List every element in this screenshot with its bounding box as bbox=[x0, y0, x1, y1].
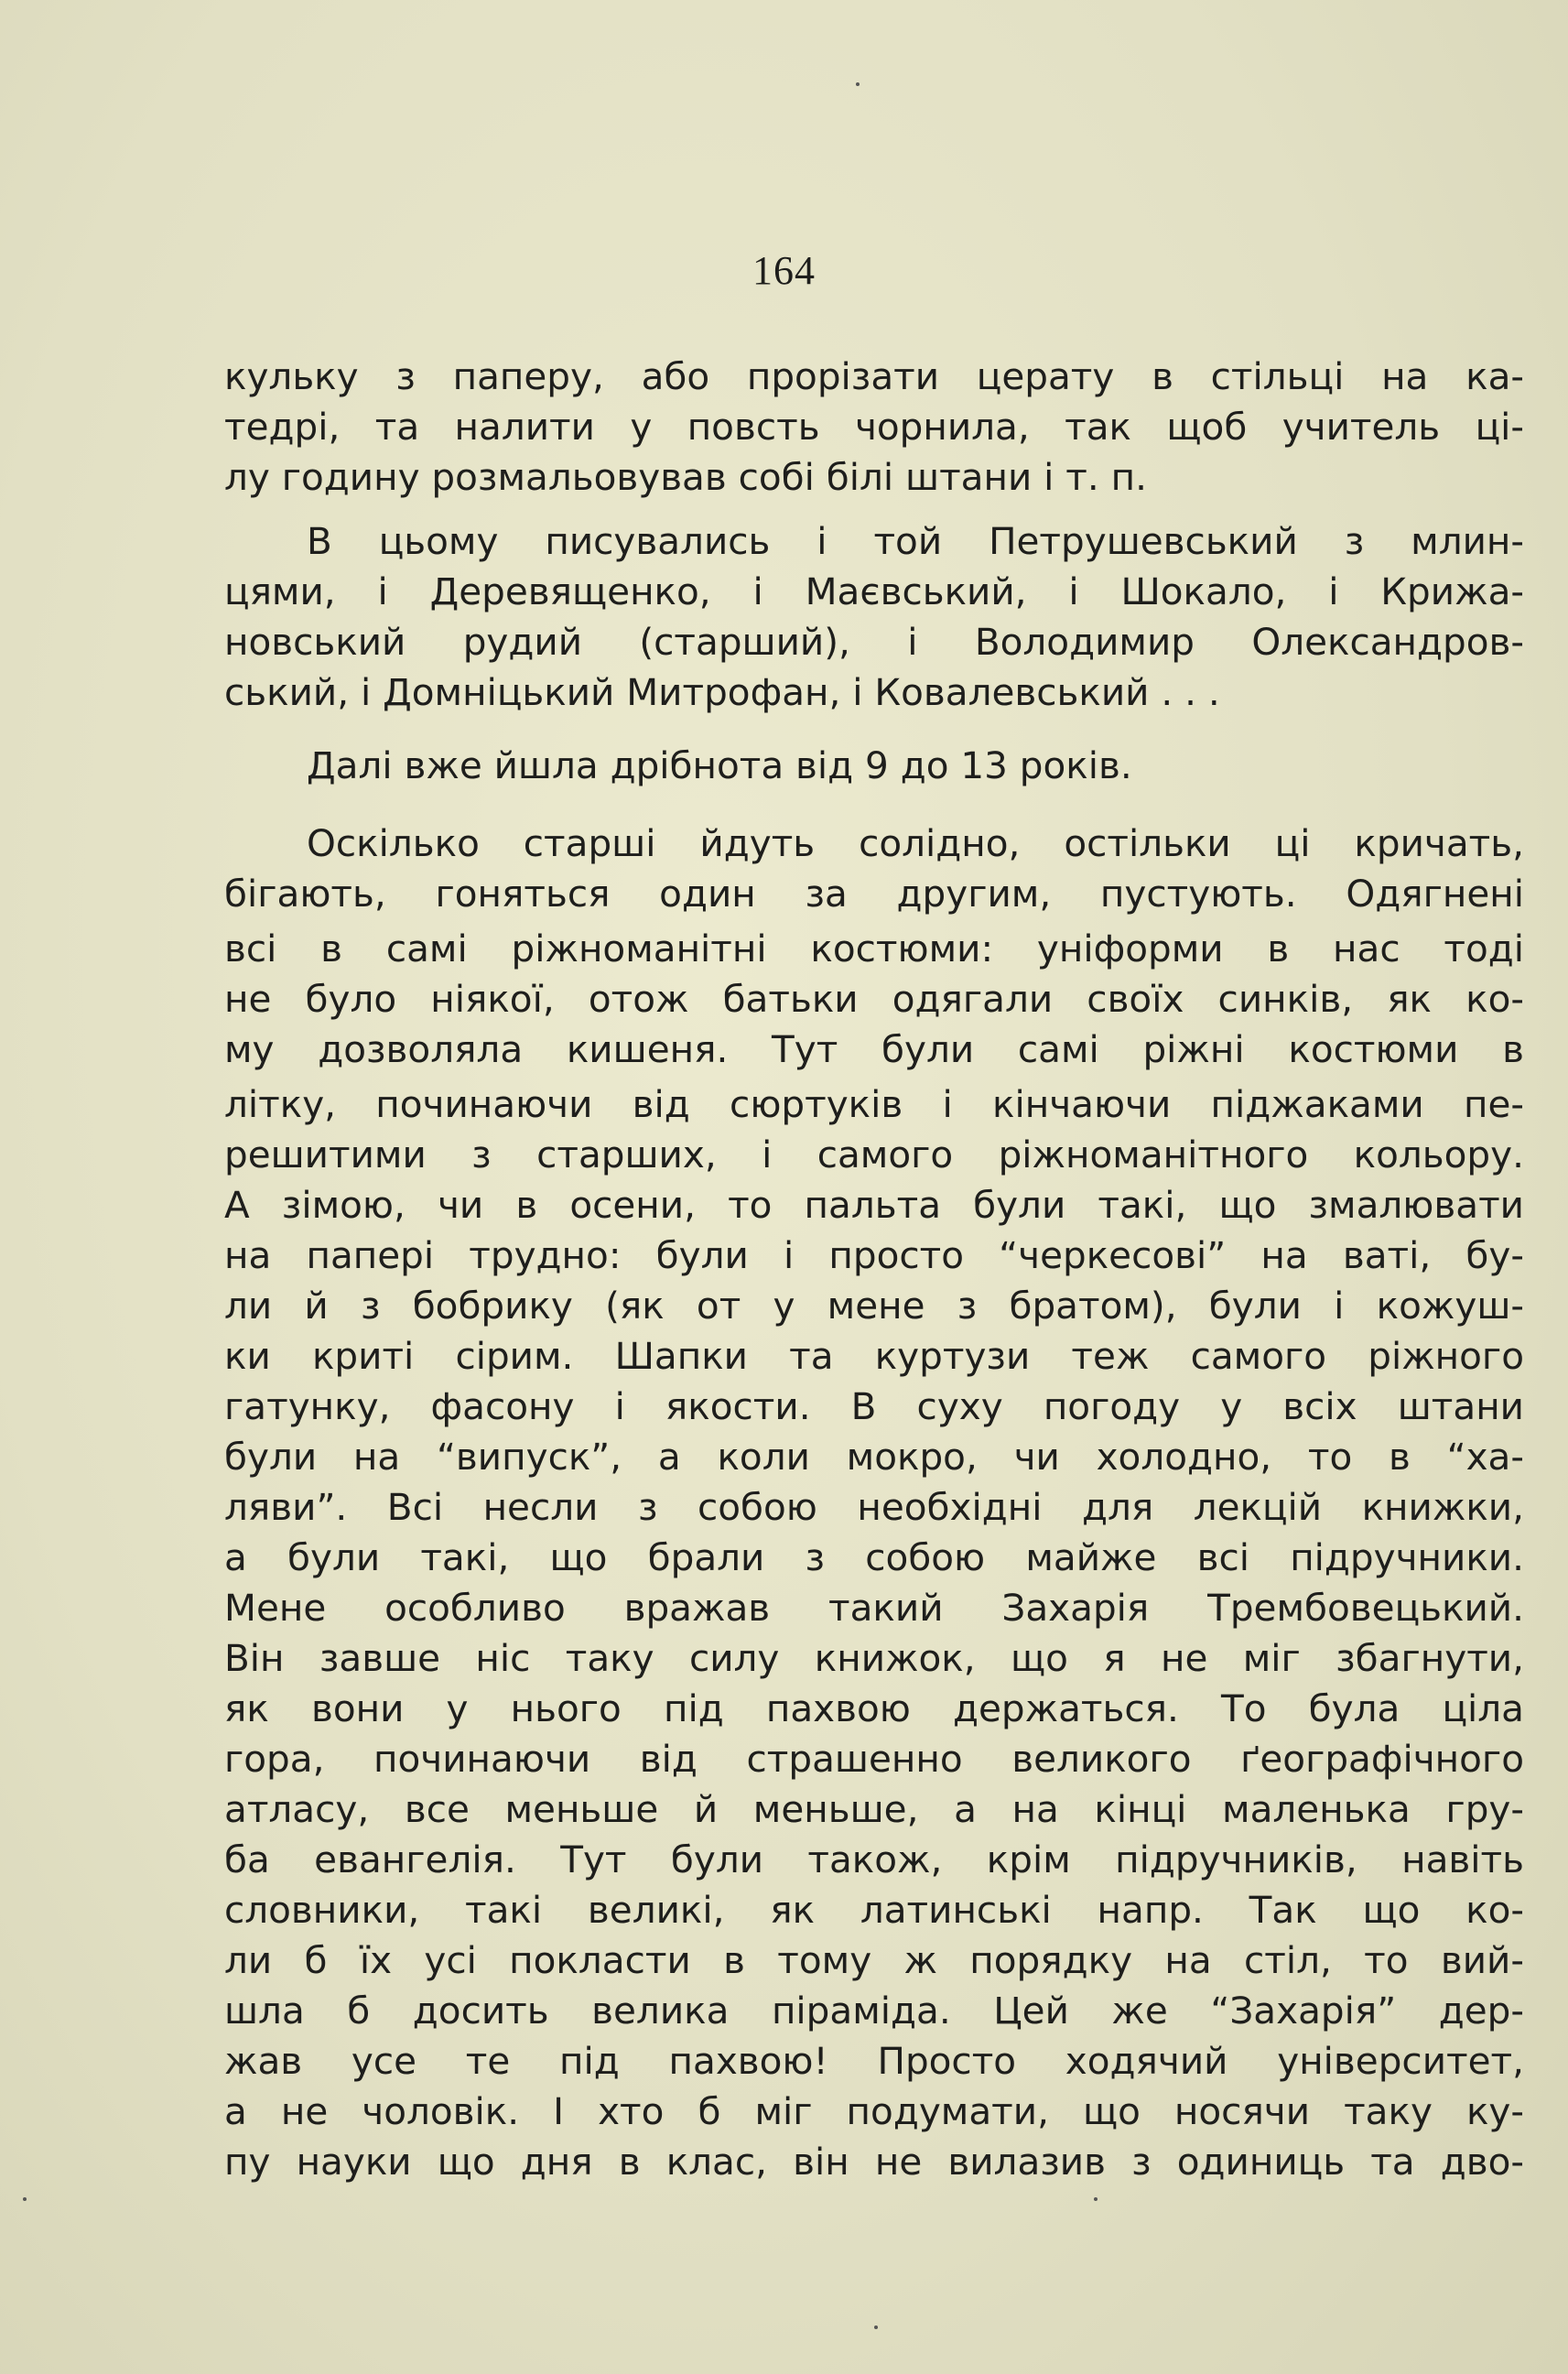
text-line: а не чоловік. І хто б міг подумати, що носячи таку ку- bbox=[224, 2089, 1524, 2133]
paper-speck bbox=[874, 2325, 878, 2329]
text-line: атласу, все меньше й меньше, а на кінці маленька гру- bbox=[224, 1787, 1524, 1831]
text-line: ляви”. Всі несли з собою необхідні для лекцій книжки, bbox=[224, 1485, 1524, 1529]
text-line: літку, починаючи від сюртуків і кінчаючи піджаками пе- bbox=[224, 1082, 1524, 1126]
text-line: му дозволяла кишеня. Тут були самі ріжні костюми в bbox=[224, 1027, 1524, 1071]
text-line: ки криті сірим. Шапки та куртузи теж самого ріжного bbox=[224, 1334, 1524, 1378]
text-line: ли б їх усі покласти в тому ж порядку на стіл, то вий- bbox=[224, 1938, 1524, 1982]
text-line: В цьому писувались і той Петрушевський з млин- bbox=[307, 519, 1524, 563]
text-line: Далі вже йшла дрібнота від 9 до 13 років. bbox=[307, 743, 1132, 787]
text-line: А зімою, чи в осени, то пальта були такі, що змалювати bbox=[224, 1183, 1524, 1227]
text-line: кульку з паперу, або прорізати церату в стільці на ка- bbox=[224, 354, 1524, 398]
text-line: гатунку, фасону і якости. В суху погоду у всіх штани bbox=[224, 1384, 1524, 1428]
text-line: тедрі, та налити у повсть чорнила, так щоб учитель ці- bbox=[224, 405, 1524, 449]
text-line: решитими з старших, і самого ріжноманітного кольору. bbox=[224, 1133, 1524, 1176]
text-line: шла б досить велика піраміда. Цей же “Захарія” дер- bbox=[224, 1989, 1524, 2033]
text-line: лу годину розмальовував собі білі штани і т. п. bbox=[224, 455, 1147, 499]
text-line: всі в самі ріжноманітні костюми: уніформи в нас тоді bbox=[224, 927, 1524, 970]
text-line: жав усе те під пахвою! Просто ходячий університет, bbox=[224, 2039, 1524, 2083]
paper-speck bbox=[856, 82, 860, 86]
text-line: цями, і Деревященко, і Маєвський, і Шокало, і Крижа- bbox=[224, 569, 1524, 613]
text-line: Він завше ніс таку силу книжок, що я не міг збагнути, bbox=[224, 1636, 1524, 1680]
text-line: ли й з бобрику (як от у мене з братом), були і кожуш- bbox=[224, 1284, 1524, 1328]
text-line: ба евангелія. Тут були також, крім підручників, навіть bbox=[224, 1837, 1524, 1881]
text-line: а були такі, що брали з собою майже всі підручники. bbox=[224, 1535, 1524, 1579]
text-line: новський рудий (старший), і Володимир Олександров- bbox=[224, 620, 1524, 664]
text-line: Оскілько старші йдуть солідно, остільки ці кричать, bbox=[307, 821, 1524, 865]
text-line: ський, і Домніцький Митрофан, і Ковалевський . . . bbox=[224, 670, 1220, 714]
text-line: не було ніякої, отож батьки одягали своїх синків, як ко- bbox=[224, 977, 1524, 1021]
text-line: пу науки що дня в клас, він не вилазив з одиниць та дво- bbox=[224, 2140, 1524, 2184]
text-line: Мене особливо вражав такий Захарія Трембовецький. bbox=[224, 1586, 1524, 1630]
text-line: гора, починаючи від страшенно великого ґеографічного bbox=[224, 1737, 1524, 1781]
paper-speck bbox=[23, 2197, 27, 2201]
paper-speck bbox=[1094, 2197, 1098, 2201]
text-line: бігають, гоняться один за другим, пустують. Одягнені bbox=[224, 872, 1524, 916]
text-line: на папері трудно: були і просто “черкесові” на ваті, бу- bbox=[224, 1233, 1524, 1277]
text-line: як вони у нього під пахвою держаться. То була ціла bbox=[224, 1686, 1524, 1730]
text-line: словники, такі великі, як латинські напр. Так що ко- bbox=[224, 1888, 1524, 1932]
text-line: були на “випуск”, а коли мокро, чи холодно, то в “ха- bbox=[224, 1435, 1524, 1479]
page-number: 164 bbox=[752, 248, 816, 293]
